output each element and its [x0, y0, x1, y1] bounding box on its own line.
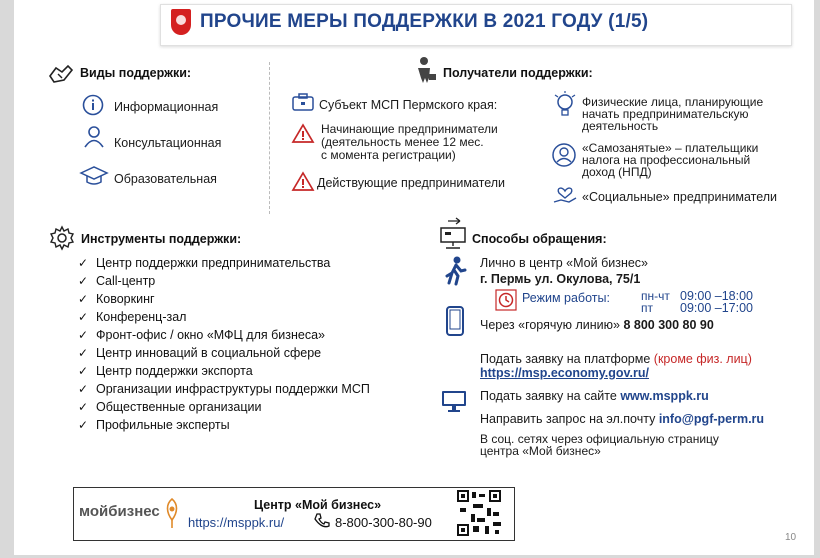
logo-text: мойбизнес: [79, 503, 160, 520]
email-link[interactable]: info@pgf-perm.ru: [658, 412, 765, 426]
hours-time-1: 09:00 –18:00: [680, 289, 753, 303]
recipient-selfemployed-2: налога на профессиональный: [582, 153, 751, 167]
hours-time-2: 09:00 –17:00: [680, 301, 753, 315]
types-item-consult: Консультационная: [114, 136, 222, 150]
platform-note: (кроме физ. лиц): [653, 352, 752, 366]
recipient-active: Действующие предприниматели: [317, 176, 506, 190]
desktop-monitor-icon: [441, 390, 467, 414]
hotline-number[interactable]: 8 800 300 80 90: [623, 318, 714, 332]
social-line-1: В соц. сетях через официальную страницу: [480, 432, 719, 446]
platform-text: Подать заявку на платформе: [480, 352, 651, 366]
types-heading: Виды поддержки:: [80, 66, 192, 80]
graduation-cap-icon: [80, 166, 108, 186]
clock-icon: [496, 290, 516, 310]
social-line-2: центра «Мой бизнес»: [480, 444, 601, 458]
briefcase-icon: [292, 93, 314, 111]
page-title: ПРОЧИЕ МЕРЫ ПОДДЕРЖКИ В 2021 ГОДУ (1/5): [200, 11, 649, 32]
contact-in-person: Лично в центр «Мой бизнес»: [480, 256, 649, 270]
section-divider: [269, 62, 270, 214]
recipients-heading: Получатели поддержки:: [443, 66, 593, 80]
site-link[interactable]: www.msppk.ru: [620, 389, 709, 403]
hours-days-1: пн-чт: [641, 289, 670, 303]
list-item: ✓ Фронт-офис / окно «МФЦ для бизнеса»: [80, 328, 325, 342]
types-item-info: Информационная: [114, 100, 219, 114]
recipient-selfemployed-1: «Самозанятые» – плательщики: [582, 141, 759, 155]
recipient-smb: Субъект МСП Пермского края:: [319, 98, 498, 112]
list-item: ✓ Центр поддержки предпринимательства: [80, 256, 330, 270]
list-item: ✓ Профильные эксперты: [80, 418, 230, 432]
recipient-starting-1: Начинающие предприниматели: [321, 122, 498, 136]
types-item-edu: Образовательная: [114, 172, 217, 186]
info-icon: [82, 94, 104, 116]
warning-icon: [292, 124, 314, 143]
list-item: ✓ Коворкинг: [80, 292, 155, 306]
list-item: ✓ Общественные организации: [80, 400, 261, 414]
recipient-social: «Социальные» предприниматели: [582, 190, 778, 204]
list-item: ✓ Конференц-зал: [80, 310, 186, 324]
user-circle-icon: [551, 142, 577, 168]
list-item: ✓ Call-центр: [80, 274, 155, 288]
list-item: ✓ Центр инноваций в социальной сфере: [80, 346, 321, 360]
qr-code[interactable]: [457, 490, 501, 536]
businessman-icon: [414, 56, 436, 84]
recipient-individuals-2: начать предпринимательскую: [582, 107, 749, 121]
platform-link[interactable]: https://msp.economy.gov.ru/: [480, 366, 649, 380]
hours-label: Режим работы:: [522, 291, 610, 305]
hotline-text: Через «горячую линию»: [480, 318, 620, 332]
site-text: Подать заявку на сайте: [480, 389, 617, 403]
contact-heading: Способы обращения:: [472, 232, 607, 246]
recipient-starting-3: с момента регистрации): [321, 148, 456, 162]
contact-address: г. Пермь ул. Окулова, 75/1: [480, 272, 641, 286]
tools-heading: Инструменты поддержки:: [81, 232, 242, 246]
list-item: ✓ Организации инфраструктуры поддержки МСП: [80, 382, 370, 396]
lightbulb-icon: [553, 91, 577, 121]
platform-line: [480, 352, 752, 366]
warning-icon: [292, 172, 314, 191]
footer-center-name: Центр «Мой бизнес»: [254, 498, 382, 512]
walking-person-icon: [444, 256, 466, 286]
email-text: Направить запрос на эл.почту: [480, 412, 656, 426]
recipient-individuals-1: Физические лица, планирующие: [582, 95, 764, 109]
site-line: [480, 389, 709, 403]
list-item: ✓ Центр поддержки экспорта: [80, 364, 253, 378]
recipient-individuals-3: деятельность: [582, 119, 659, 133]
hotline-line: [480, 318, 714, 332]
person-icon: [84, 126, 104, 148]
email-line: [480, 412, 764, 426]
recipient-starting-2: (деятельность менее 12 мес.: [321, 135, 484, 149]
perm-coat-of-arms-icon: [171, 9, 191, 35]
mobile-phone-icon: [446, 306, 464, 336]
page-number: 10: [785, 532, 797, 543]
recipient-selfemployed-3: доход (НПД): [582, 165, 652, 179]
hours-days-2: пт: [641, 301, 653, 315]
footer-phone[interactable]: 8-800-300-80-90: [335, 515, 432, 530]
hands-icon: [48, 62, 74, 84]
gear-icon: [50, 226, 74, 250]
footer-url[interactable]: https://msppk.ru/: [188, 515, 285, 530]
presentation-board-icon: [440, 220, 466, 250]
phone-icon: [314, 513, 330, 529]
moi-biznes-logo-icon: [164, 498, 180, 530]
hand-heart-icon: [553, 182, 577, 206]
